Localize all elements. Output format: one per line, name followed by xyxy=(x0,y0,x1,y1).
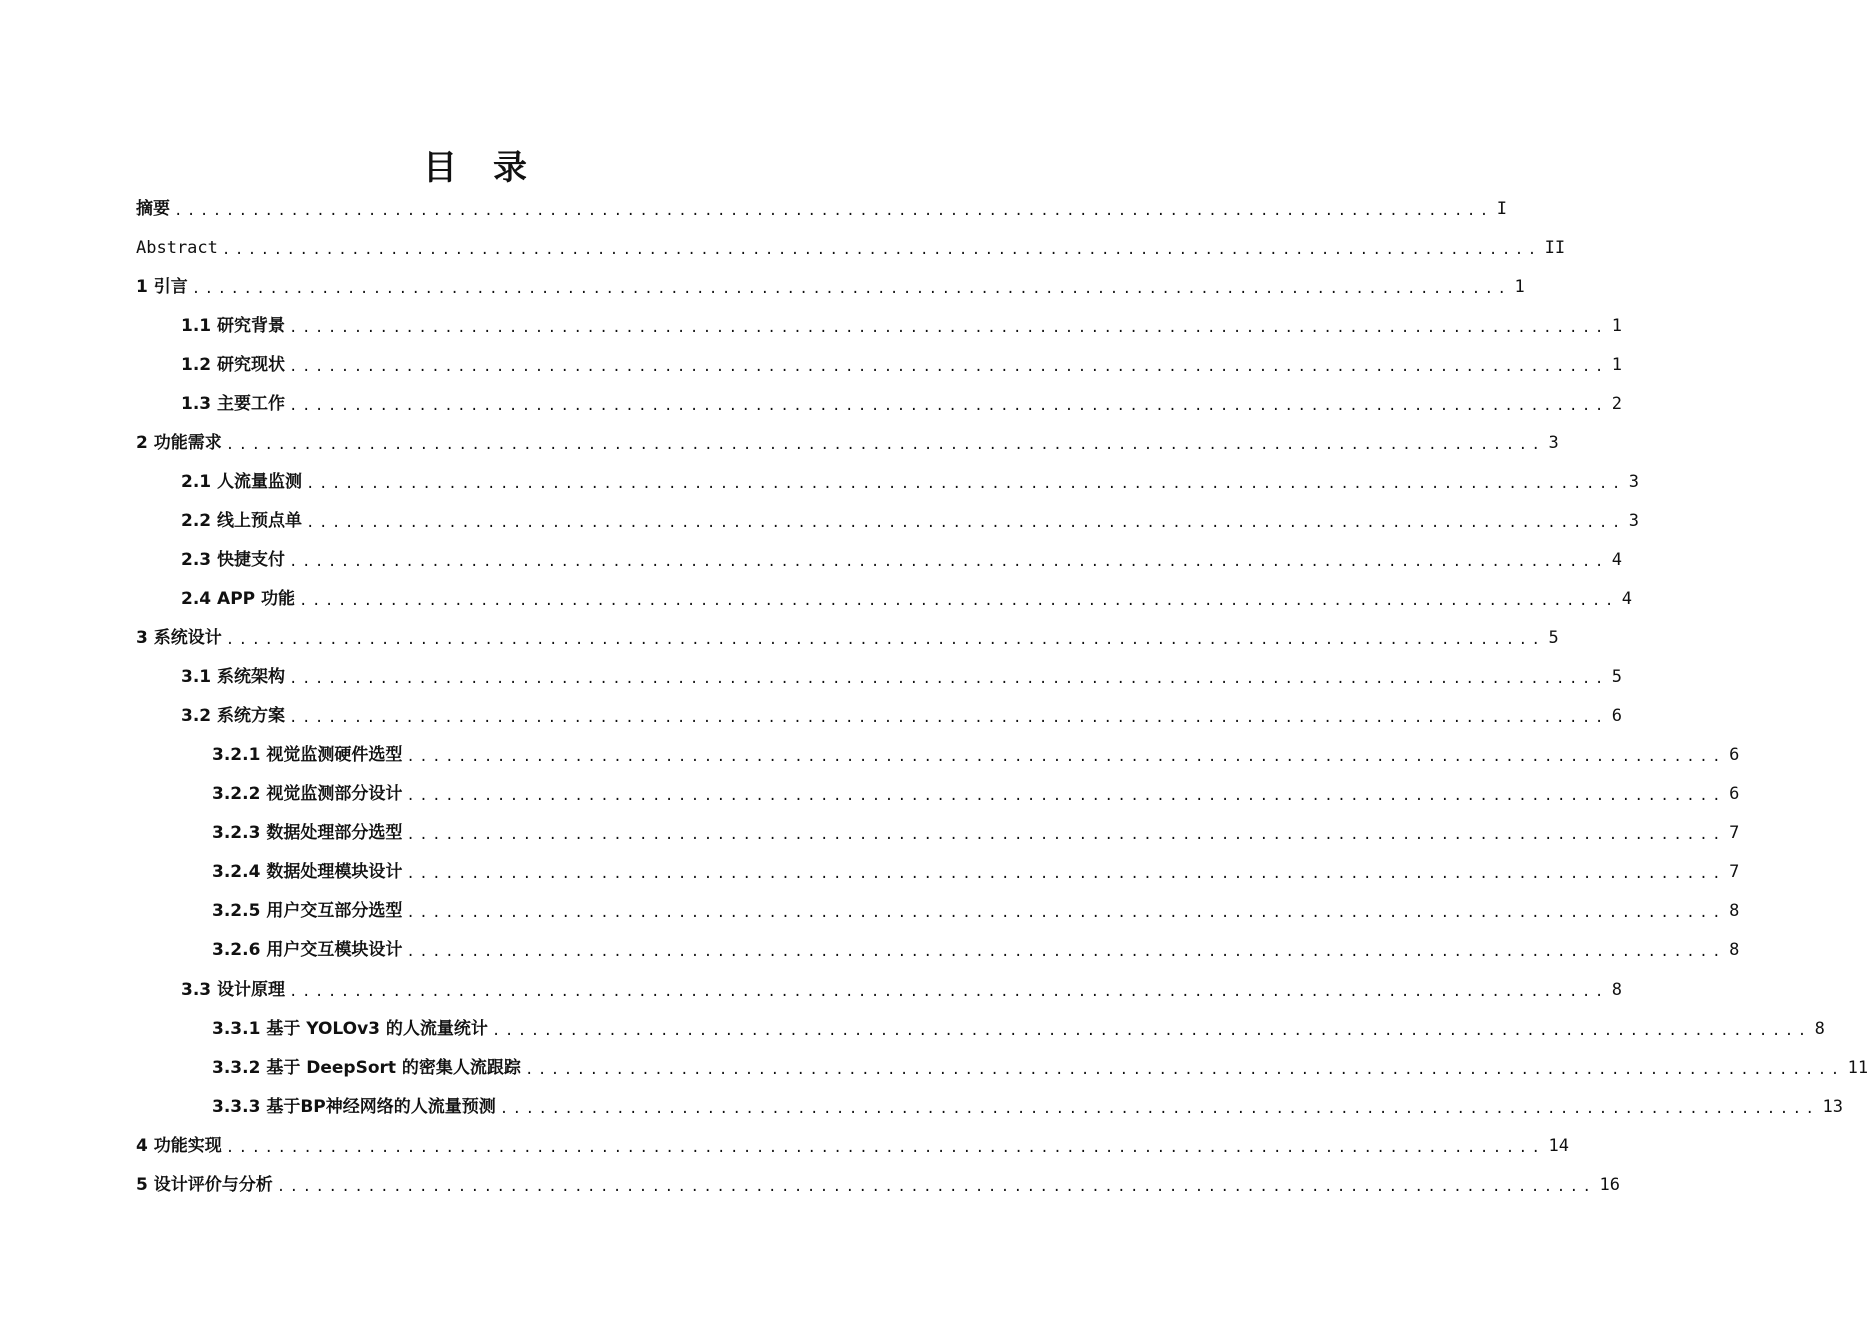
toc-entry-label: 1.2 研究现状 xyxy=(181,355,286,375)
toc-leader-dots: ...................................................................................................... xyxy=(306,515,1625,531)
toc-entry-label: 3.3 设计原理 xyxy=(181,980,286,1000)
toc-entry-3-2-5[interactable] xyxy=(212,898,1740,922)
toc-entry-page: 13 xyxy=(1822,1097,1843,1117)
toc-leader-dots: ...................................................................................................... xyxy=(406,788,1726,804)
toc-entry-page: 7 xyxy=(1729,823,1740,843)
toc-entry-label: 5 设计评价与分析 xyxy=(136,1175,273,1195)
toc-entry-3-2[interactable] xyxy=(181,703,1623,727)
toc-entry-page: 6 xyxy=(1729,784,1740,804)
toc-entry-page: 7 xyxy=(1729,862,1740,882)
toc-entry-3-3-1[interactable] xyxy=(212,1016,1825,1040)
toc-leader-dots: ...................................................................................................... xyxy=(491,1023,1811,1039)
toc-entry-1[interactable] xyxy=(136,274,1525,298)
toc-entry-page: I xyxy=(1496,199,1507,219)
toc-entry-label: 2.1 人流量监测 xyxy=(181,472,303,492)
toc-entry-2-3[interactable] xyxy=(181,547,1623,571)
toc-entry-4[interactable] xyxy=(136,1133,1569,1157)
toc-entry-page: 16 xyxy=(1599,1175,1620,1195)
toc-entry-page: 8 xyxy=(1729,901,1740,921)
toc-entry-1-3[interactable] xyxy=(181,391,1623,415)
toc-leader-dots: ...................................................................................................... xyxy=(289,398,1608,414)
toc-entry-label: Abstract xyxy=(136,238,218,258)
toc-entry-label: 3.3.3 基于BP神经网络的人流量预测 xyxy=(212,1097,496,1117)
toc-leader-dots: ...................................................................................................... xyxy=(289,710,1608,726)
toc-entry-page: 4 xyxy=(1611,550,1623,570)
toc-entry-page: 4 xyxy=(1621,589,1633,609)
toc-entry-label: 3.2 系统方案 xyxy=(181,706,286,726)
toc-entry-label: 2.4 APP 功能 xyxy=(181,589,296,609)
toc-entry-2-4[interactable] xyxy=(181,586,1633,610)
toc-entry-1-1[interactable] xyxy=(181,313,1623,337)
toc-leader-dots: ...................................................................................................... xyxy=(406,944,1726,960)
toc-entry-2-1[interactable] xyxy=(181,469,1640,493)
toc-entry-3-3-2[interactable] xyxy=(212,1055,1868,1079)
toc-leader-dots: ...................................................................................................... xyxy=(289,984,1608,1000)
title-char-1: 目 xyxy=(423,148,457,188)
toc-entry-page: 6 xyxy=(1729,745,1740,765)
toc-entry-3-3[interactable] xyxy=(181,977,1623,1001)
toc-entry-page: 1 xyxy=(1611,355,1623,375)
toc-entry-label: 3.2.5 用户交互部分选型 xyxy=(212,901,403,921)
toc-entry-page: 1 xyxy=(1611,316,1623,336)
toc-entry-label: 2.2 线上预点单 xyxy=(181,511,303,531)
toc-entry-label: 3.2.6 用户交互模块设计 xyxy=(212,940,403,960)
toc-leader-dots: ...................................................................................................... xyxy=(225,1140,1545,1156)
toc-leader-dots: ...................................................................................................... xyxy=(289,554,1608,570)
toc-entry-label: 3.3.1 基于 YOLOv3 的人流量统计 xyxy=(212,1019,488,1039)
toc-entry-page: 5 xyxy=(1611,667,1623,687)
toc-entry-label: 摘要 xyxy=(136,199,170,219)
toc-entry-label: 3.1 系统架构 xyxy=(181,667,286,687)
toc-entry-label: 3.2.4 数据处理模块设计 xyxy=(212,862,403,882)
toc-entry-3-2-3[interactable] xyxy=(212,820,1740,844)
toc-leader-dots: ...................................................................................................... xyxy=(306,476,1625,492)
toc-leader-dots: ...................................................................................................... xyxy=(406,905,1726,921)
toc-leader-dots: ...................................................................................................... xyxy=(221,242,1541,258)
toc-entry-3-2-4[interactable] xyxy=(212,859,1740,883)
toc-entry-page: 3 xyxy=(1628,511,1640,531)
toc-entry-abstract-cn[interactable] xyxy=(136,196,1507,220)
toc-leader-dots: ...................................................................................................... xyxy=(191,281,1511,297)
toc-entry-page: 11 xyxy=(1847,1058,1868,1078)
toc-entry-label: 2 功能需求 xyxy=(136,433,222,453)
toc-entry-3-1[interactable] xyxy=(181,664,1623,688)
toc-entry-label: 3 系统设计 xyxy=(136,628,222,648)
toc-entry-3-2-6[interactable] xyxy=(212,937,1740,961)
toc-leader-dots: ...................................................................................................... xyxy=(406,749,1726,765)
toc-leader-dots: ...................................................................................................... xyxy=(276,1179,1596,1195)
toc-leader-dots: ...................................................................................................... xyxy=(406,827,1726,843)
toc-leader-dots: ...................................................................................................... xyxy=(225,632,1545,648)
toc-entry-label: 3.2.1 视觉监测硬件选型 xyxy=(212,745,403,765)
toc-entry-page: II xyxy=(1544,238,1566,258)
toc-entry-page: 8 xyxy=(1814,1019,1825,1039)
toc-leader-dots: ...................................................................................................... xyxy=(299,593,1618,609)
toc-entry-page: 8 xyxy=(1611,980,1623,1000)
toc-entry-3-3-3[interactable] xyxy=(212,1094,1843,1118)
toc-entry-label: 4 功能实现 xyxy=(136,1136,222,1156)
toc-entry-page: 2 xyxy=(1611,394,1623,414)
toc-entry-2[interactable] xyxy=(136,430,1559,454)
toc-entry-label: 2.3 快捷支付 xyxy=(181,550,286,570)
page-title xyxy=(0,140,950,189)
toc-entry-label: 1 引言 xyxy=(136,277,188,297)
toc-entry-label: 1.1 研究背景 xyxy=(181,316,286,336)
toc-entry-2-2[interactable] xyxy=(181,508,1640,532)
toc-leader-dots: ...................................................................................................... xyxy=(406,866,1726,882)
toc-leader-dots: ...................................................................................................... xyxy=(289,671,1608,687)
title-char-2: 录 xyxy=(493,148,527,188)
toc-entry-5[interactable] xyxy=(136,1172,1620,1196)
toc-leader-dots: ...................................................................................................... xyxy=(225,437,1545,453)
toc-entry-page: 14 xyxy=(1548,1136,1569,1156)
toc-leader-dots: ...................................................................................................... xyxy=(499,1101,1819,1117)
toc-entry-label: 3.2.2 视觉监测部分设计 xyxy=(212,784,403,804)
toc-entry-3[interactable] xyxy=(136,625,1559,649)
toc-entry-label: 1.3 主要工作 xyxy=(181,394,286,414)
toc-entry-3-2-1[interactable] xyxy=(212,742,1740,766)
toc-entry-label: 3.3.2 基于 DeepSort 的密集人流跟踪 xyxy=(212,1058,521,1078)
toc-entry-label: 3.2.3 数据处理部分选型 xyxy=(212,823,403,843)
toc-entry-page: 3 xyxy=(1548,433,1559,453)
toc-entry-page: 1 xyxy=(1514,277,1525,297)
toc-entry-3-2-2[interactable] xyxy=(212,781,1740,805)
toc-entry-page: 3 xyxy=(1628,472,1640,492)
toc-entry-page: 8 xyxy=(1729,940,1740,960)
toc-entry-page: 6 xyxy=(1611,706,1623,726)
toc-leader-dots: ...................................................................................................... xyxy=(289,320,1608,336)
toc-leader-dots: ...................................................................................................... xyxy=(524,1062,1844,1078)
toc-leader-dots: ...................................................................................................... xyxy=(174,203,1493,219)
toc-leader-dots: ...................................................................................................... xyxy=(289,359,1608,375)
toc-entry-1-2[interactable] xyxy=(181,352,1623,376)
toc-entry-abstract-en[interactable] xyxy=(136,235,1566,259)
toc-entry-page: 5 xyxy=(1548,628,1559,648)
